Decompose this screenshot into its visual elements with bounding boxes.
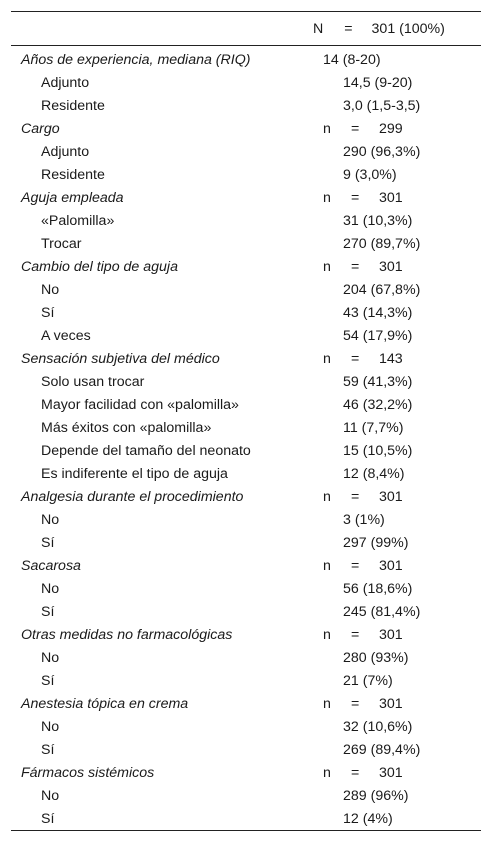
row-value: 54 (17,9%)	[343, 327, 413, 344]
row-n-value: 301	[379, 258, 403, 275]
header-eq: =	[344, 20, 353, 37]
category-row	[11, 692, 481, 715]
row-label: Adjunto	[41, 143, 90, 160]
row-label: «Palomilla»	[41, 212, 115, 229]
category-row	[11, 623, 481, 646]
header-total: 301 (100%)	[371, 20, 445, 37]
row-label: No	[41, 281, 60, 298]
row-value: 14 (8-20)	[323, 51, 381, 68]
table-row	[11, 462, 481, 485]
row-label: Años de experiencia, mediana (RIQ)	[21, 51, 251, 68]
row-label: No	[41, 580, 60, 597]
row-value	[321, 489, 403, 505]
row-label: Más éxitos con «palomilla»	[41, 419, 212, 436]
table-row	[11, 508, 481, 531]
row-label: Sí	[41, 810, 55, 827]
table-row	[11, 439, 481, 462]
row-label: No	[41, 511, 60, 528]
row-eq-symbol: =	[351, 189, 360, 206]
table-row	[11, 163, 481, 186]
table-row	[11, 600, 481, 623]
row-label: No	[41, 649, 60, 666]
row-eq-symbol: =	[351, 258, 360, 275]
row-eq-symbol: =	[351, 350, 360, 367]
row-label: No	[41, 718, 60, 735]
category-row	[11, 186, 481, 209]
row-label: A veces	[41, 327, 91, 344]
category-row	[11, 117, 481, 140]
table-row	[11, 232, 481, 255]
row-n-value: 143	[379, 350, 403, 367]
table-body	[11, 46, 481, 830]
row-label: Anestesia tópica en crema	[21, 695, 189, 712]
row-n-symbol: n	[323, 488, 331, 505]
row-label: Depende del tamaño del neonato	[41, 442, 251, 459]
row-label: No	[41, 787, 60, 804]
row-label: Fármacos sistémicos	[21, 764, 155, 781]
row-n-value: 301	[379, 695, 403, 712]
table-row	[11, 738, 481, 761]
row-value: 43 (14,3%)	[343, 304, 413, 321]
row-value: 31 (10,3%)	[343, 212, 413, 229]
row-n-symbol: n	[323, 764, 331, 781]
table-header	[11, 12, 481, 45]
category-row	[11, 554, 481, 577]
row-value: 290 (96,3%)	[343, 143, 421, 160]
table-row	[11, 71, 481, 94]
row-value	[321, 627, 403, 643]
row-value: 245 (81,4%)	[343, 603, 421, 620]
bottom-rule	[11, 830, 481, 831]
row-value	[321, 558, 403, 574]
row-value: 204 (67,8%)	[343, 281, 421, 298]
row-label: Trocar	[41, 235, 82, 252]
row-label: Es indiferente el tipo de aguja	[41, 465, 228, 482]
header-n: N	[313, 20, 324, 37]
row-label: Solo usan trocar	[41, 373, 145, 390]
data-table	[11, 11, 481, 831]
row-label: Sí	[41, 603, 55, 620]
row-label: Sí	[41, 741, 55, 758]
row-value: 56 (18,6%)	[343, 580, 413, 597]
row-n-value: 301	[379, 626, 403, 643]
table-row	[11, 807, 481, 830]
row-value	[321, 765, 403, 781]
row-n-value: 299	[379, 120, 403, 137]
category-row	[11, 255, 481, 278]
row-n-symbol: n	[323, 120, 331, 137]
row-label: Cargo	[21, 120, 60, 137]
row-label: Sacarosa	[21, 557, 81, 574]
row-n-symbol: n	[323, 626, 331, 643]
row-value: 280 (93%)	[343, 649, 409, 666]
row-value: 46 (32,2%)	[343, 396, 413, 413]
row-label: Adjunto	[41, 74, 90, 91]
row-value: 9 (3,0%)	[343, 166, 397, 183]
table-row	[11, 393, 481, 416]
row-eq-symbol: =	[351, 626, 360, 643]
row-label: Residente	[41, 97, 105, 114]
table-row	[11, 715, 481, 738]
row-value	[321, 190, 403, 206]
row-label: Sí	[41, 672, 55, 689]
header-total-cell	[311, 21, 445, 37]
row-value: 59 (41,3%)	[343, 373, 413, 390]
row-n-symbol: n	[323, 258, 331, 275]
row-value	[321, 121, 403, 137]
table-row	[11, 416, 481, 439]
row-label: Analgesia durante el procedimiento	[21, 488, 244, 505]
row-value: 270 (89,7%)	[343, 235, 421, 252]
row-label: Mayor facilidad con «palomilla»	[41, 396, 239, 413]
row-value	[321, 351, 403, 367]
row-n-symbol: n	[323, 557, 331, 574]
row-value: 14,5 (9-20)	[343, 74, 413, 91]
table-row	[11, 669, 481, 692]
category-row	[11, 761, 481, 784]
row-label: Residente	[41, 166, 105, 183]
row-value	[321, 259, 403, 275]
row-value: 21 (7%)	[343, 672, 393, 689]
table-row	[11, 370, 481, 393]
row-label: Sí	[41, 304, 55, 321]
row-label: Sí	[41, 534, 55, 551]
row-value: 269 (89,4%)	[343, 741, 421, 758]
row-n-value: 301	[379, 189, 403, 206]
row-n-value: 301	[379, 488, 403, 505]
table-row	[11, 278, 481, 301]
table-row	[11, 577, 481, 600]
row-eq-symbol: =	[351, 764, 360, 781]
table-row	[11, 209, 481, 232]
table-row	[11, 646, 481, 669]
row-eq-symbol: =	[351, 695, 360, 712]
row-value: 289 (96%)	[343, 787, 409, 804]
row-value: 11 (7,7%)	[343, 419, 404, 436]
row-value: 12 (4%)	[343, 810, 393, 827]
row-eq-symbol: =	[351, 557, 360, 574]
category-row	[11, 485, 481, 508]
row-n-symbol: n	[323, 189, 331, 206]
table-row	[11, 140, 481, 163]
row-value: 12 (8,4%)	[343, 465, 405, 482]
row-n-value: 301	[379, 557, 403, 574]
row-value: 3,0 (1,5-3,5)	[343, 97, 421, 114]
table-row	[11, 531, 481, 554]
row-value: 32 (10,6%)	[343, 718, 413, 735]
row-value	[321, 696, 403, 712]
table-row	[11, 94, 481, 117]
row-label: Cambio del tipo de aguja	[21, 258, 178, 275]
table-row	[11, 301, 481, 324]
row-n-symbol: n	[323, 695, 331, 712]
table-row	[11, 324, 481, 347]
row-eq-symbol: =	[351, 488, 360, 505]
row-label: Aguja empleada	[21, 189, 124, 206]
row-value: 15 (10,5%)	[343, 442, 413, 459]
row-n-symbol: n	[323, 350, 331, 367]
row-n-value: 301	[379, 764, 403, 781]
category-row	[11, 347, 481, 370]
row-label: Sensación subjetiva del médico	[21, 350, 220, 367]
category-row	[11, 48, 481, 71]
row-value: 3 (1%)	[343, 511, 385, 528]
row-label: Otras medidas no farmacológicas	[21, 626, 233, 643]
table-row	[11, 784, 481, 807]
row-eq-symbol: =	[351, 120, 360, 137]
row-value: 297 (99%)	[343, 534, 409, 551]
